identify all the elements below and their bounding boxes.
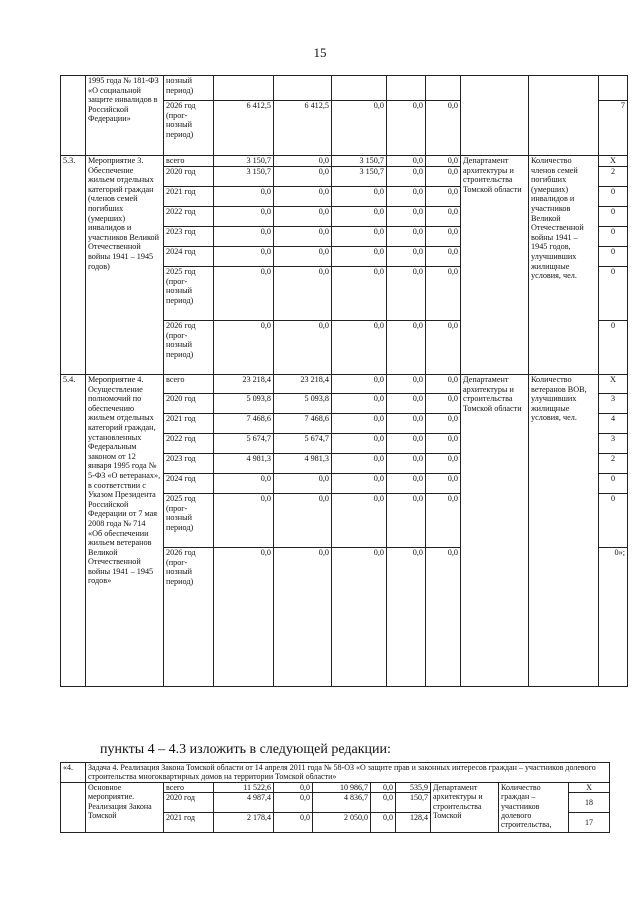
task-title: Задача 4. Реализация Закона Томской области от 14 апреля 2011 года № 58-ОЗ «О защите прав и законных интересов граждан – участников долевого строительства многоквартирных домов на территории Томской области» [86, 763, 610, 783]
cell-value: 6 412,5 [274, 101, 332, 156]
cell-value: 0,0 [332, 101, 387, 156]
cell-period: нозный период) [164, 76, 214, 101]
cell-value: 0,0 [387, 207, 426, 227]
cell-value: 0,0 [214, 187, 274, 207]
cell-value [387, 76, 426, 101]
cell-indicator [529, 76, 599, 156]
cell-value: 0,0 [274, 267, 332, 321]
cell-value: 0,0 [274, 167, 332, 187]
cell-value: 0,0 [332, 454, 387, 474]
cell-value: 7 468,6 [274, 414, 332, 434]
cell-value: 0,0 [426, 156, 461, 167]
program-table-part2 [60, 762, 610, 833]
cell-value: 0,0 [274, 187, 332, 207]
cell-value: 0,0 [332, 247, 387, 267]
cell-num: 5.4. [61, 375, 86, 687]
cell-value: 0,0 [274, 813, 313, 833]
cell-value [426, 76, 461, 101]
cell-target [599, 76, 628, 101]
cell-value: 0,0 [387, 394, 426, 414]
cell-value: 0,0 [332, 227, 387, 247]
cell-value: 0,0 [332, 474, 387, 494]
cell-value: 5 674,7 [214, 434, 274, 454]
cell-value: 3 150,7 [332, 156, 387, 167]
cell-value: 0,0 [214, 548, 274, 687]
cell-value: 0,0 [214, 267, 274, 321]
cell-target: 0»; [599, 548, 628, 687]
cell-value: 0,0 [426, 454, 461, 474]
cell-value: 0,0 [332, 187, 387, 207]
cell-period: всего [164, 156, 214, 167]
cell-measure-name: Мероприятие 4. Осуществление полномочий по обеспечению жильем отдельных категорий граждан, установленных Федеральным законом от 12 января 1995 года № 5-ФЗ «О ветеранах», в соответствии с Указом Президента Российской Федерации от 7 мая 2008 года № 714 «Об обеспечении жильем ветеранов Великой Отечественной войны 1941 – 1945 годов» [86, 375, 164, 687]
cell-value: 0,0 [214, 494, 274, 548]
cell-value: 0,0 [274, 247, 332, 267]
cell-num: 5.3. [61, 156, 86, 375]
cell-value: 0,0 [387, 548, 426, 687]
cell-target: X [569, 782, 610, 792]
cell-indicator: Количество ветеранов ВОВ, улучшивших жилищные условия, чел. [529, 375, 599, 687]
cell-target: 3 [599, 434, 628, 454]
cell-value: 0,0 [387, 414, 426, 434]
cell-value: 0,0 [387, 247, 426, 267]
table-row [61, 782, 610, 792]
cell-value: 23 218,4 [214, 375, 274, 394]
cell-target: 2 [599, 167, 628, 187]
cell-value: 0,0 [332, 434, 387, 454]
cell-target: 18 [569, 793, 610, 813]
cell-value: 0,0 [371, 782, 396, 792]
cell-period: всего [164, 375, 214, 394]
cell-target: 0 [599, 321, 628, 375]
cell-indicator: Количество граждан – участников долевого строительства, [499, 782, 569, 832]
cell-target: 0 [599, 187, 628, 207]
cell-target: 4 [599, 414, 628, 434]
cell-value: 0,0 [387, 474, 426, 494]
cell-value [214, 76, 274, 101]
cell-value: 0,0 [214, 247, 274, 267]
cell-value: 0,0 [387, 267, 426, 321]
cell-executor [461, 76, 529, 156]
cell-measure-name: 1995 года № 181-ФЗ «О социальной защите инвалидов в Российской Федерации» [86, 76, 164, 156]
cell-value: 0,0 [274, 782, 313, 792]
cell-value: 0,0 [214, 474, 274, 494]
amendment-instruction: пункты 4 – 4.3 изложить в следующей редакции: [100, 742, 391, 757]
cell-value: 0,0 [426, 267, 461, 321]
cell-target: 7 [599, 101, 628, 156]
cell-period: 2024 год [164, 474, 214, 494]
cell-measure-name: Мероприятие 3. Обеспечение жильем отдельных категорий граждан (членов семей погибших (умерших) инвалидов и участников Великой Отечественной войны 1941 – 1945 годов) [86, 156, 164, 375]
program-table-part1 [60, 75, 628, 687]
cell-value: 0,0 [426, 167, 461, 187]
cell-value: 23 218,4 [274, 375, 332, 394]
cell-period: 2022 год [164, 207, 214, 227]
table-row [61, 375, 628, 394]
cell-period: 2020 год [164, 793, 214, 813]
cell-executor: Департамент архитектуры и строительства Томской [431, 782, 499, 832]
cell-value: 0,0 [274, 474, 332, 494]
cell-period: 2020 год [164, 394, 214, 414]
cell-target: 0 [599, 207, 628, 227]
cell-value: 128,4 [396, 813, 431, 833]
cell-value: 0,0 [332, 375, 387, 394]
cell-value: 7 468,6 [214, 414, 274, 434]
cell-value: 0,0 [214, 227, 274, 247]
cell-value: 0,0 [371, 813, 396, 833]
cell-target: 0 [599, 227, 628, 247]
cell-value: 0,0 [387, 321, 426, 375]
cell-value: 10 986,7 [313, 782, 371, 792]
cell-num: «4. [61, 763, 86, 783]
cell-target: 0 [599, 474, 628, 494]
cell-target: 17 [569, 813, 610, 833]
cell-value: 4 981,3 [274, 454, 332, 474]
cell-indicator: Количество членов семей погибших (умерших) инвалидов и участников Великой Отечественной войны 1941 – 1945 годов, улучшивших жилищные условия, чел. [529, 156, 599, 375]
table-row [61, 156, 628, 167]
cell-value: 0,0 [387, 454, 426, 474]
cell-value: 0,0 [214, 207, 274, 227]
cell-value: 0,0 [332, 321, 387, 375]
cell-period: 2021 год [164, 414, 214, 434]
cell-value: 0,0 [426, 434, 461, 454]
cell-value: 0,0 [426, 227, 461, 247]
cell-value: 3 150,7 [214, 156, 274, 167]
cell-value: 0,0 [274, 548, 332, 687]
cell-period: 2026 год (прог-нозный период) [164, 101, 214, 156]
cell-value: 0,0 [387, 101, 426, 156]
cell-value: 5 093,8 [214, 394, 274, 414]
cell-value: 4 981,3 [214, 454, 274, 474]
cell-measure-name: Основное мероприятие. Реализация Закона Томской [86, 782, 164, 832]
cell-value: 0,0 [426, 494, 461, 548]
cell-period: 2023 год [164, 227, 214, 247]
cell-value: 0,0 [426, 187, 461, 207]
cell-value [332, 76, 387, 101]
cell-period: 2022 год [164, 434, 214, 454]
cell-value: 0,0 [332, 548, 387, 687]
cell-value: 0,0 [426, 414, 461, 434]
cell-value: 0,0 [387, 156, 426, 167]
cell-value: 150,7 [396, 793, 431, 813]
cell-value: 4 987,4 [214, 793, 274, 813]
cell-value: 0,0 [332, 394, 387, 414]
cell-value: 0,0 [426, 375, 461, 394]
cell-period: 2021 год [164, 187, 214, 207]
cell-value: 0,0 [371, 793, 396, 813]
cell-value: 0,0 [332, 207, 387, 227]
cell-value: 0,0 [426, 207, 461, 227]
cell-target: 0 [599, 247, 628, 267]
cell-value: 11 522,6 [214, 782, 274, 792]
cell-value: 0,0 [332, 267, 387, 321]
cell-value: 0,0 [426, 548, 461, 687]
cell-target: 2 [599, 454, 628, 474]
cell-value: 0,0 [332, 494, 387, 548]
cell-value: 2 050,0 [313, 813, 371, 833]
cell-value: 0,0 [426, 321, 461, 375]
cell-value: 0,0 [426, 247, 461, 267]
cell-period: 2024 год [164, 247, 214, 267]
cell-value: 0,0 [387, 187, 426, 207]
cell-value: 3 150,7 [214, 167, 274, 187]
cell-value: 0,0 [387, 494, 426, 548]
cell-value: 0,0 [274, 227, 332, 247]
cell-value: 0,0 [387, 434, 426, 454]
cell-value: 3 150,7 [332, 167, 387, 187]
cell-value: 0,0 [274, 321, 332, 375]
page-number: 15 [313, 45, 327, 60]
cell-value: 0,0 [426, 474, 461, 494]
cell-value: 0,0 [387, 375, 426, 394]
cell-value: 5 674,7 [274, 434, 332, 454]
cell-period: 2025 год (прог-нозный период) [164, 267, 214, 321]
cell-period: 2020 год [164, 167, 214, 187]
cell-period: 2026 год (прог-нозный период) [164, 321, 214, 375]
cell-period: 2026 год (прог-нозный период) [164, 548, 214, 687]
cell-value: 0,0 [274, 494, 332, 548]
cell-value: 0,0 [387, 227, 426, 247]
cell-period: 2021 год [164, 813, 214, 833]
cell-num [61, 76, 86, 156]
cell-target: 0 [599, 267, 628, 321]
cell-period: всего [164, 782, 214, 792]
cell-value: 0,0 [332, 414, 387, 434]
cell-value: 4 836,7 [313, 793, 371, 813]
cell-value: 6 412,5 [214, 101, 274, 156]
cell-value: 535,9 [396, 782, 431, 792]
cell-executor: Департамент архитектуры и строительства Томской области [461, 375, 529, 687]
cell-value [274, 76, 332, 101]
cell-target: X [599, 156, 628, 167]
cell-executor: Департамент архитектуры и строительства Томской области [461, 156, 529, 375]
cell-target: 3 [599, 394, 628, 414]
cell-period: 2025 год (прог-нозный период) [164, 494, 214, 548]
cell-value: 0,0 [426, 101, 461, 156]
cell-value: 0,0 [274, 793, 313, 813]
cell-period: 2023 год [164, 454, 214, 474]
cell-value: 0,0 [387, 167, 426, 187]
cell-target: 0 [599, 494, 628, 548]
cell-target: X [599, 375, 628, 394]
cell-value: 0,0 [274, 207, 332, 227]
cell-value: 5 093,8 [274, 394, 332, 414]
cell-value: 2 178,4 [214, 813, 274, 833]
cell-value: 0,0 [274, 156, 332, 167]
cell-value: 0,0 [214, 321, 274, 375]
cell-num [61, 782, 86, 832]
cell-value: 0,0 [426, 394, 461, 414]
